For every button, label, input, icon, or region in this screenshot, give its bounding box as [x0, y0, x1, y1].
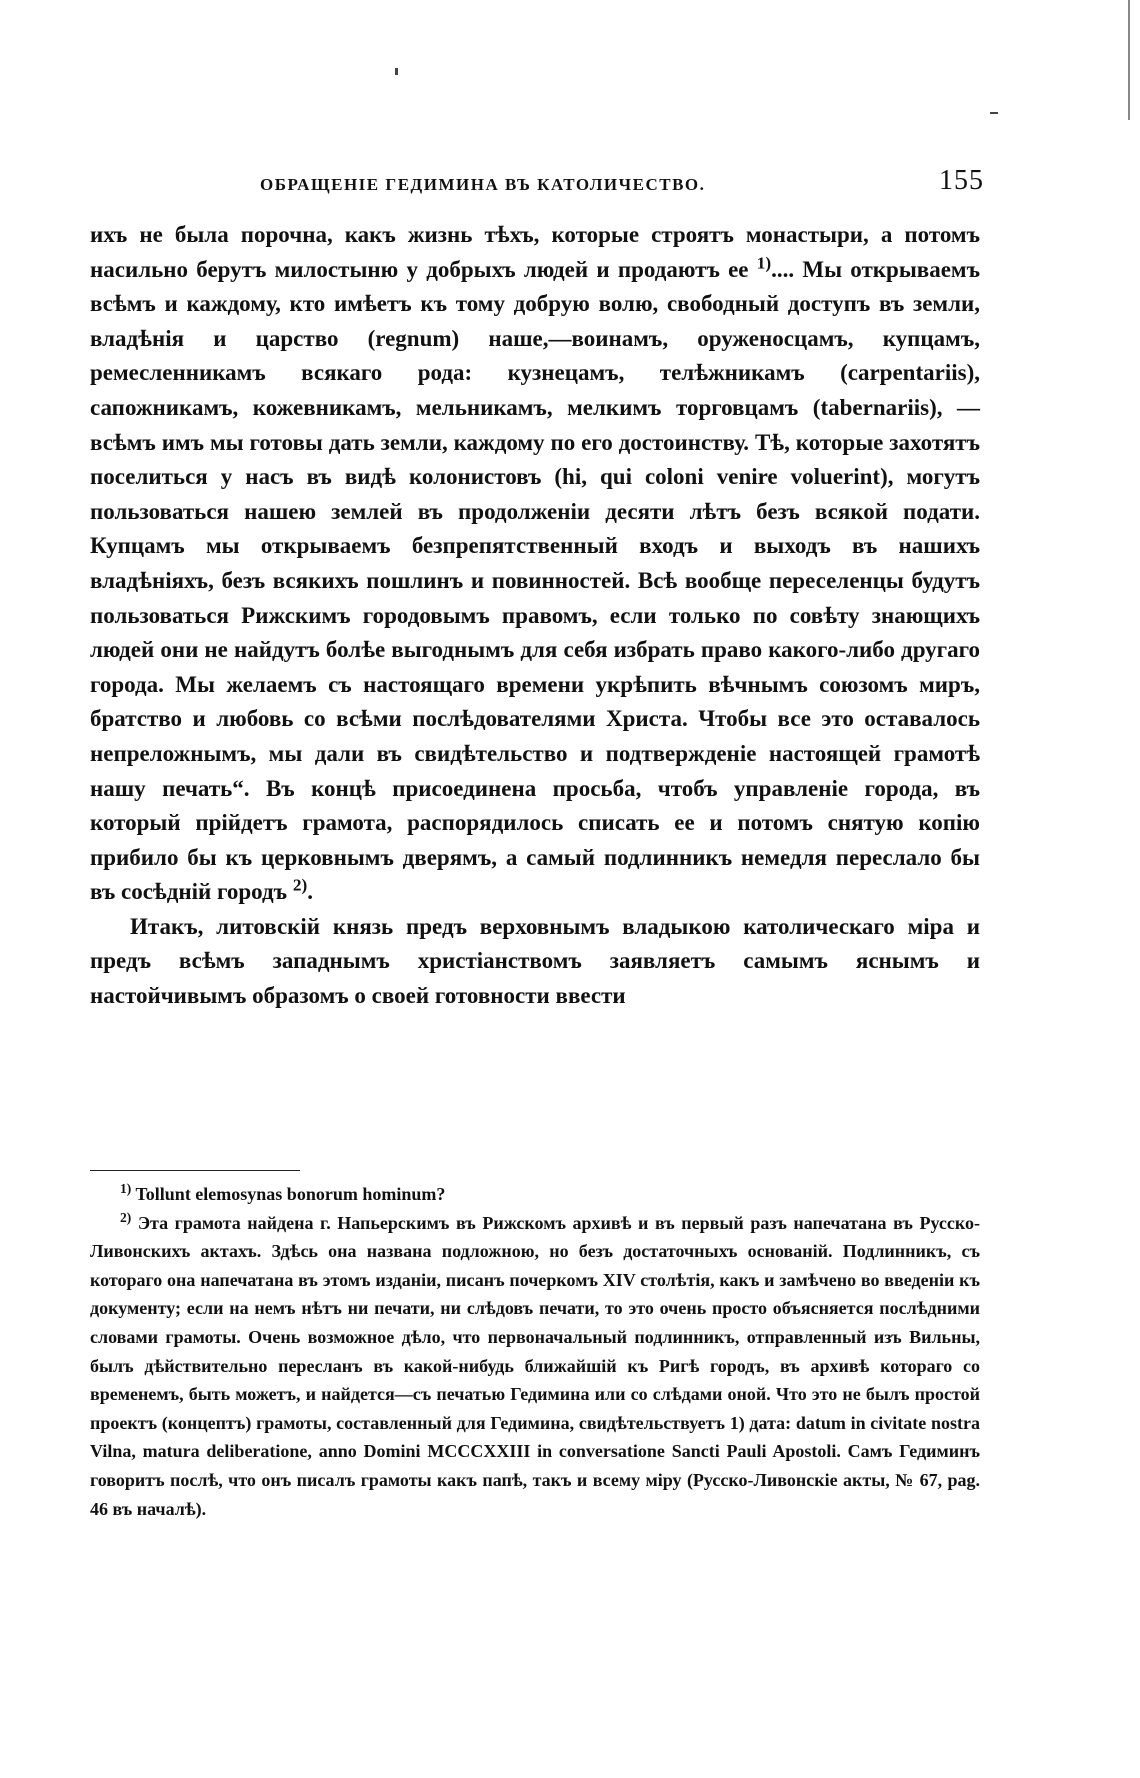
footnote-reference: 1) — [756, 252, 772, 272]
footnote-divider — [90, 1170, 300, 1171]
footnote-reference: 2) — [292, 875, 308, 895]
running-title: ОБРАЩЕНІЕ ГЕДИМИНА ВЪ КАТОЛИЧЕСТВО. — [260, 175, 706, 194]
footnote — [90, 1180, 980, 1209]
page-header — [80, 165, 984, 205]
paragraph-text: . — [307, 879, 313, 905]
footnotes — [90, 1180, 980, 1523]
footnote-marker: 1) — [120, 1181, 132, 1196]
paragraph: Итакъ, литовскій князь предъ верховнымъ владыкою католическаго міра и предъ всѣмъ западнымъ христіанствомъ заявляетъ самымъ яснымъ и настойчивымъ образомъ о своей готовности ввести — [90, 913, 980, 1009]
footnote-marker: 2) — [120, 1209, 132, 1225]
footnote — [90, 1209, 980, 1524]
paragraph-text: ихъ не была порочна, какъ жизнь тѣхъ, которые строятъ монастыри, а потомъ насильно берутъ милостыню у добрыхъ людей и продаютъ ее — [90, 222, 980, 282]
footnote-text: Эта грамота найдена г. Напьерскимъ въ Рижскомъ архивѣ и въ первый разъ напечатана въ Русско-Ливонскихъ актахъ. Здѣсь она названа подложною, но безъ достаточныхъ основаній. Подлинникъ, съ котораго она напечатана въ этомъ изданіи, писанъ почеркомъ XIV столѣтія, какъ и замѣчено во введеніи къ документу; если на немъ нѣтъ ни печати, ни слѣдовъ печати, то это очень просто объясняется послѣдними словами грамоты. Очень возможное дѣло, что первоначальный подлинникъ, отправленный изъ Вильны, былъ дѣйствительно пересланъ въ какой-нибудь ближайшій къ Ригѣ городъ, въ архивѣ котораго со временемъ, быть можетъ, и найдется—съ печатью Гедимина или со слѣдами оной. Что это не былъ простой проектъ (концептъ) грамоты, составленный для Гедимина, свидѣтельствуетъ 1) дата: datum in civitate nostra Vilna, matura deliberatione, anno Domini MCCCXXIII in conversatione Sancti Pauli Apostoli. Самъ Гедиминъ говоритъ послѣ, что онъ писалъ грамоты какъ папѣ, такъ и всему міру (Русско-Ливонскіе акты, № 67, pag. 46 въ началѣ). — [90, 1212, 981, 1519]
scan-speck — [1128, 0, 1130, 120]
paragraph — [90, 218, 980, 910]
page-number: 155 — [939, 165, 984, 196]
paragraph-text: .... Мы открываемъ всѣмъ и каждому, кто имѣетъ къ тому добрую волю, свободный доступъ въ земли, владѣнія и царство (regnum) наше,—воинамъ, оруженосцамъ, купцамъ, ремесленникамъ всякаго рода: кузнецамъ, телѣжникамъ (carpentariis), сапожникамъ, кожевникамъ, мельникамъ, мелкимъ торговцамъ (tabernariis), — всѣмъ имъ мы готовы дать земли, каждому по его достоинству. Тѣ, которые захотятъ поселиться у насъ въ видѣ колонистовъ (hi, qui coloni venire voluerint), могутъ пользоваться нашею землей въ продолженіи десяти лѣтъ безъ всякой подати. Купцамъ мы открываемъ безпрепятственный входъ и выходъ въ нашихъ владѣніяхъ, безъ всякихъ пошлинъ и повинностей. Всѣ вообще переселенцы будутъ пользоваться Рижскимъ городовымъ правомъ, если только по совѣту знающихъ людей они не найдутъ болѣе выгоднымъ для себя избрать право какого-либо другаго города. Мы желаемъ съ настоящаго времени укрѣпить вѣчнымъ союзомъ миръ, братство и любовь со всѣми послѣдователями Христа. Чтобы все это оставалось непреложнымъ, мы дали въ свидѣтельство и подтвержденіе настоящей грамотѣ нашу печать“. Въ концѣ присоединена просьба, чтобъ управленіе города, въ который прійдетъ грамота, распорядилось списать ее и потомъ снятую копію прибило бы къ церковнымъ дверямъ, а самый подлинникъ немедля переслало бы въ сосѣдній городъ — [90, 256, 980, 905]
scan-speck — [395, 68, 398, 75]
main-text — [90, 218, 980, 1014]
scan-speck — [990, 112, 998, 114]
footnote-text: Tollunt elemosynas bonorum hominum? — [135, 1184, 446, 1204]
